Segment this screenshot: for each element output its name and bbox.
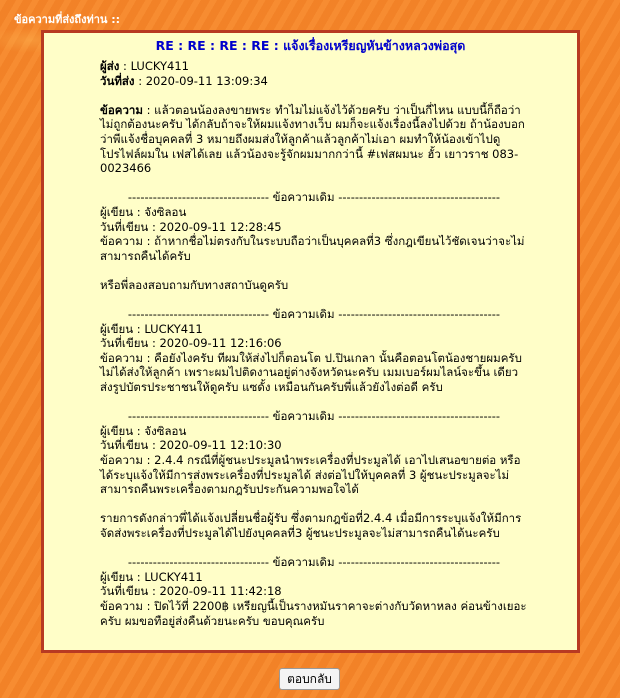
history-message: ข้อความ : คือยังไงครับ ทีผมให้ส่งไปก็ตอนโต ป.ปินเกลา นั้นคือตอนโตน้องชายผมครับ ไม่ได้ส่งให้ลูกค้า เพราะผมไปติดงานอยู่ต่างจังหวัดนะครับ เมมเบอร์ผมไลน์จะขึ้น เดียวส่งรูปบัตรประชาชนให้ดูครับ แซดั้ง เหมือนกันครับพี่แล้วยังไงต่อดี ครับ: [100, 350, 522, 395]
write-date-label: วันที่เขียน: [100, 336, 149, 351]
author-value: LUCKY411: [144, 569, 203, 584]
message-label: ข้อความ: [100, 102, 143, 117]
author-label: ผู้เขียน: [100, 321, 134, 336]
write-date-value: 2020-09-11 12:10:30: [159, 438, 282, 453]
history-message: ข้อความ : 2.4.4 กรณีที่ผู้ชนะประมูลนำพระเครื่องที่ประมูลได้ เอาไปเสนอขายต่อ หรือ ได้ระบุแจ้งให้มีการส่งพระเครื่องที่ประมูลได้ ส่งต่อไปให้บุคคลที่ 3 ผู้ชนะประมูลจะไม่สามารถคืนพระเครื่องตามกฎรับประกันความพอใจได้: [100, 453, 521, 497]
history-message: ข้อความ : ปิดไว้ที่ 2200฿ เหรียญนี้เป็นรางหมันราคาจะต่างกับวัดหาหลง ค่อนข้างเยอะครับ ผมขอทือยู่ส่งคืนด้วยนะครับ ขอบคุณครับ: [100, 598, 527, 628]
history-message-label: ข้อความ: [100, 234, 143, 249]
original-message-separator: ---------------------------------- ข้อความเดิม ---------------------------------------: [127, 307, 501, 322]
write-date-row: วันที่เขียน : 2020-09-11 12:28:45: [100, 219, 282, 234]
author-value: LUCKY411: [144, 321, 203, 336]
author-label: ผู้เขียน: [100, 569, 134, 584]
author-row: ผู้เขียน : LUCKY411: [100, 569, 203, 584]
write-date-value: 2020-09-11 12:16:06: [159, 336, 282, 351]
write-date-row: วันที่เขียน : 2020-09-11 11:42:18: [100, 584, 282, 599]
history-message: ข้อความ : ถ้าหากชื่อไม่ตรงกับในระบบถือว่าเป็นบุคคลที่3 ซึ่งกฎเขียนไว้ชัดเจนว่าจะไม่สามารถคืนได้ครับ: [100, 234, 525, 263]
author-label: ผู้เขียน: [100, 204, 134, 219]
history-message-extra: หรือพี่ลองสอบถามกับทางสถาบันดูครับ: [100, 277, 289, 292]
history-message-extra: รายการดังกล่าวพี่ได้แจ้งเปลี่ยนชื่อผู้รับ ซึ่งตามกฎข้อที่2.4.4 เมื่อมีการระบุแจ้งให้มีการจัดส่งพระเครื่องที่ประมูลได้ไปยังบุคคลที่3 ผู้ชนะประมูลจะไม่สามารถคืนได้นะครับ: [100, 511, 522, 540]
original-message-separator: ---------------------------------- ข้อความเดิม ---------------------------------------: [127, 409, 501, 424]
write-date-label: วันที่เขียน: [100, 438, 149, 453]
sender-row: ผู้ส่ง : LUCKY411: [100, 59, 189, 73]
history-message-label: ข้อความ: [100, 453, 143, 468]
author-value: จังซิลอน: [144, 423, 187, 438]
sender-label: ผู้ส่ง: [100, 59, 120, 73]
write-date-label: วันที่เขียน: [100, 584, 149, 599]
history-message-text: ถ้าหากชื่อไม่ตรงกับในระบบถือว่าเป็นบุคคลที่3 ซึ่งกฎเขียนไว้ชัดเจนว่าจะไม่สามารถคืนได้ครับ: [100, 234, 525, 263]
original-message-separator: ---------------------------------- ข้อความเดิม ---------------------------------------: [127, 555, 501, 570]
write-date-value: 2020-09-11 11:42:18: [159, 584, 282, 599]
current-message: ข้อความ : แล้วตอนน้องลงขายพระ ทำไมไม่แจ้งไว้ด้วยครับ ว่าเป็นกี่ไหน แบบนี้ก็ถือว่าไม่ถูกต้องนะครับ ได้กลับถ้าจะให้ผมแจ้งทางเว็บ ผมก็จะแจ้งเรื่องนี้ลงไปด้วย ถ้าน้องบอกว่าพีแจ้งชื่อบุคคลที่ 3 หมายถึงผมส่งให้ลูกค้าแล้วลูกค้าไม่เอา ผมทำให้น้องเข้าไปดูโปรไฟล์ผมใน เฟสได้เลย แล้วน้องจะรู้จักผมมากกว่านี้ #เฟสผมนะ ฮั้ว เยาวราช 083-0023466: [100, 102, 525, 176]
author-row: ผู้เขียน : จังซิลอน: [100, 423, 187, 438]
author-row: ผู้เขียน : จังซิลอน: [100, 204, 187, 219]
sender-value: LUCKY411: [130, 59, 189, 73]
message-subject: RE : RE : RE : RE : แจ้งเรื่องเหรียญหันข้างหลวงพ่อสุด: [155, 38, 466, 53]
history-message-text: 2.4.4 กรณีที่ผู้ชนะประมูลนำพระเครื่องที่ประมูลได้ เอาไปเสนอขายต่อ หรือ ได้ระบุแจ้งให้มีการส่งพระเครื่องที่ประมูลได้ ส่งต่อไปให้บุคคลที่ 3 ผู้ชนะประมูลจะไม่สามารถคืนพระเครื่องตามกฎรับประกันความพอใจได้: [100, 453, 521, 497]
write-date-row: วันที่เขียน : 2020-09-11 12:16:06: [100, 336, 282, 351]
original-message-separator: ---------------------------------- ข้อความเดิม ---------------------------------------: [127, 190, 501, 205]
message-panel: [41, 30, 580, 653]
write-date-value: 2020-09-11 12:28:45: [159, 219, 282, 234]
history-message-text: ปิดไว้ที่ 2200฿ เหรียญนี้เป็นรางหมันราคาจะต่างกับวัดหาหลง ค่อนข้างเยอะครับ ผมขอทือยู่ส่งคืนด้วยนะครับ ขอบคุณครับ: [100, 598, 527, 628]
sent-date-label: วันที่ส่ง: [100, 73, 135, 88]
page-label: ข้อความที่ส่งถึงท่าน ::: [14, 13, 121, 26]
author-value: จังซิลอน: [144, 204, 187, 219]
history-message-text: คือยังไงครับ ทีผมให้ส่งไปก็ตอนโต ป.ปินเกลา นั้นคือตอนโตน้องชายผมครับ ไม่ได้ส่งให้ลูกค้า เพราะผมไปติดงานอยู่ต่างจังหวัดนะครับ เมมเบอร์ผมไลน์จะขึ้น เดียวส่งรูปบัตรประชาชนให้ดูครับ แซดั้ง เหมือนกันครับพี่แล้วยังไงต่อดี ครับ: [100, 350, 522, 395]
message-text: แล้วตอนน้องลงขายพระ ทำไมไม่แจ้งไว้ด้วยครับ ว่าเป็นกี่ไหน แบบนี้ก็ถือว่าไม่ถูกต้องนะครับ ได้กลับถ้าจะให้ผมแจ้งทางเว็บ ผมก็จะแจ้งเรื่องนี้ลงไปด้วย ถ้าน้องบอกว่าพีแจ้งชื่อบุคคลที่ 3 หมายถึงผมส่งให้ลูกค้าแล้วลูกค้าไม่เอา ผมทำให้น้องเข้าไปดูโปรไฟล์ผมใน เฟสได้เลย แล้วน้องจะรู้จักผมมากกว่านี้ #เฟสผมนะ ฮั้ว เยาวราช 083-0023466: [100, 102, 525, 176]
history-message-label: ข้อความ: [100, 598, 143, 613]
author-row: ผู้เขียน : LUCKY411: [100, 321, 203, 336]
message-content: [100, 59, 528, 628]
author-label: ผู้เขียน: [100, 423, 134, 438]
write-date-label: วันที่เขียน: [100, 219, 149, 234]
sent-date-row: วันที่ส่ง : 2020-09-11 13:09:34: [100, 73, 268, 88]
history-message-label: ข้อความ: [100, 350, 143, 365]
sent-date-value: 2020-09-11 13:09:34: [145, 73, 268, 88]
reply-button[interactable]: ตอบกลับ: [279, 668, 340, 690]
write-date-row: วันที่เขียน : 2020-09-11 12:10:30: [100, 438, 282, 453]
